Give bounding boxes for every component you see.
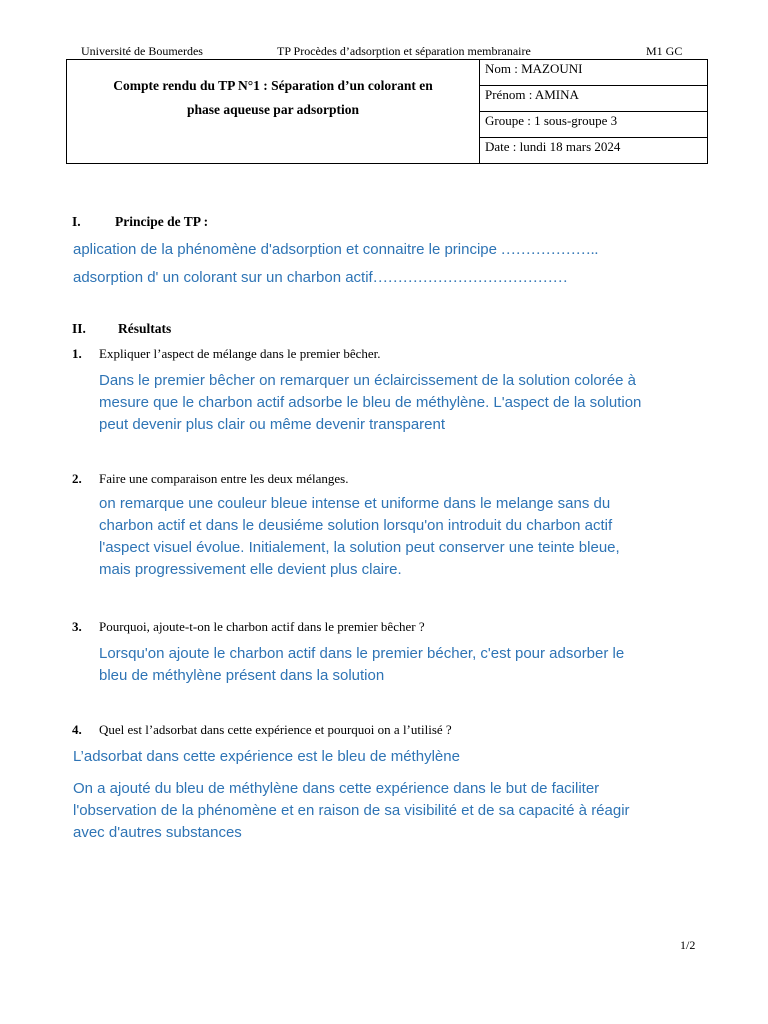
section-1-answer-text-1: aplication de la phénomène d'adsorption et connaitre le principe (73, 241, 497, 258)
report-title-line2: phase aqueuse par adsorption (187, 102, 359, 117)
student-prenom: Prénom : AMINA (480, 86, 708, 112)
section-1-answer-text-2: adsorption d' un colorant sur un charbon actif (73, 269, 373, 286)
header-level: M1 GC (646, 44, 683, 58)
answer-3-line: bleu de méthylène présent dans la solution (99, 667, 385, 684)
answer-4-line: On a ajouté du bleu de méthylène dans cette expérience dans le but de faciliter (73, 780, 600, 797)
student-nom: Nom : MAZOUNI (480, 60, 708, 86)
header-university: Université de Boumerdes (81, 44, 203, 58)
section-1-number: I. (72, 214, 81, 229)
question-1-text: Expliquer l’aspect de mélange dans le premier bêcher. (99, 346, 381, 361)
answer-2-line: on remarque une couleur bleue intense et uniforme dans le melange sans du (99, 495, 611, 512)
section-1-heading (72, 214, 209, 230)
question-4-text: Quel est l’adsorbat dans cette expérience et pourquoi on a l’utilisé ? (99, 722, 452, 737)
info-box (66, 59, 708, 164)
header-course: TP Procèdes d’adsorption et séparation membranaire (277, 44, 531, 58)
answer-3-line: Lorsqu'on ajoute le charbon actif dans le premier bécher, c'est pour adsorber le (99, 645, 625, 662)
report-title (67, 60, 480, 164)
answer-2-line: charbon actif et dans le deusiéme solution lorsqu'on introduit du charbon actif (99, 517, 613, 534)
section-1-answer-dots-2: ………………………………… (372, 270, 568, 286)
student-groupe: Groupe : 1 sous-groupe 3 (480, 112, 708, 138)
answer-4-line: l'observation de la phénomène et en raison de sa visibilité et de sa capacité à réagir (73, 802, 630, 819)
section-1-answer-dots-1: ……………….. (496, 242, 599, 258)
question-2 (72, 471, 349, 487)
section-1-answer-line-2 (73, 267, 568, 289)
report-title-line1: Compte rendu du TP N°1 : Séparation d’un colorant en (113, 78, 433, 93)
section-2-heading (72, 321, 172, 337)
answer-3 (99, 643, 624, 687)
question-2-text: Faire une comparaison entre les deux mélanges. (99, 471, 349, 486)
answer-2-line: l'aspect visuel évolue. Initialement, la solution peut conserver une teinte bleue, (99, 539, 620, 556)
report-date: Date : lundi 18 mars 2024 (480, 138, 708, 164)
answer-2 (99, 493, 620, 581)
question-4-number: 4. (72, 722, 82, 737)
answer-4-adsorbat: L’adsorbat dans cette expérience est le bleu de méthylène (73, 748, 460, 765)
question-3-number: 3. (72, 619, 82, 634)
question-4 (72, 722, 452, 738)
answer-1-line: Dans le premier bêcher on remarquer un éclaircissement de la solution colorée à (99, 372, 636, 389)
answer-4-line: avec d'autres substances (73, 824, 242, 841)
section-2-title: Résultats (118, 321, 172, 336)
section-1-answer-line-1 (73, 239, 598, 261)
answer-1-line: peut devenir plus clair ou même devenir transparent (99, 416, 446, 433)
answer-1 (99, 370, 641, 436)
question-3-text: Pourquoi, ajoute-t-on le charbon actif dans le premier bêcher ? (99, 619, 425, 634)
answer-1-line: mesure que le charbon actif adsorbe le bleu de méthylène. L'aspect de la solution (99, 394, 642, 411)
answer-4 (73, 778, 630, 844)
question-1 (72, 346, 381, 362)
section-2-number: II. (72, 321, 86, 336)
answer-2-line: mais progressivement elle devient plus claire. (99, 561, 402, 578)
page-number: 1/2 (680, 938, 696, 952)
question-2-number: 2. (72, 471, 82, 486)
section-1-title: Principe de TP : (115, 214, 209, 229)
question-3 (72, 619, 425, 635)
question-1-number: 1. (72, 346, 82, 361)
